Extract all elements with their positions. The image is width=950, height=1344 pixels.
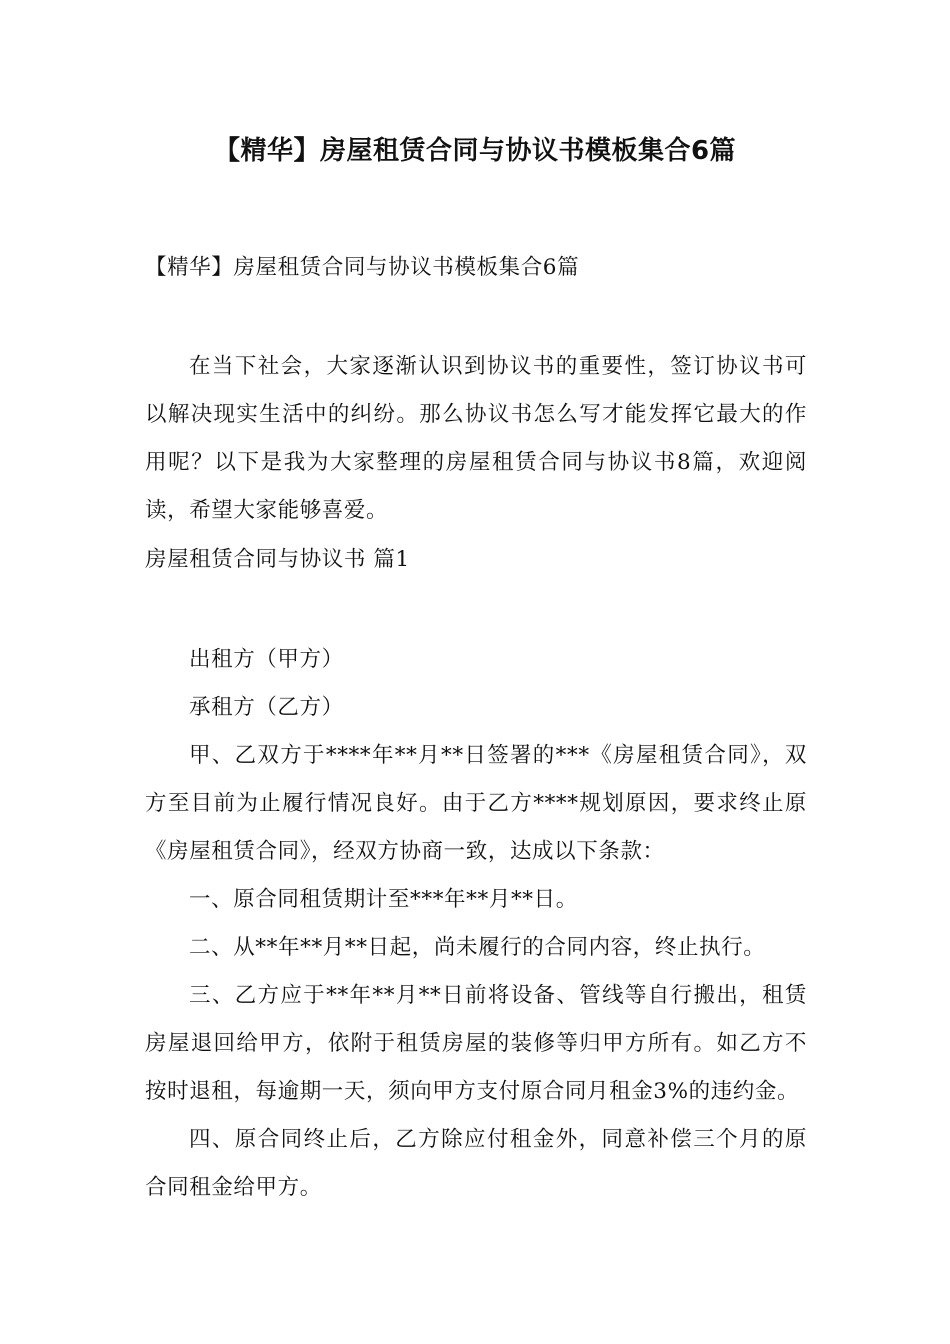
section-heading: 房屋租赁合同与协议书 篇1 [145,547,410,572]
lessor-line: 出租方（甲方） [189,647,344,672]
clause-4: 四、原合同终止后，乙方除应付租金外，同意补偿三个月的原合同租金给甲方。 [145,1127,807,1200]
lessee-line: 承租方（乙方） [189,695,344,720]
clause-3: 三、乙方应于**年**月**日前将设备、管线等自行搬出，租赁房屋退回给甲方，依附于租赁房屋的装修等归甲方所有。如乙方不按时退租，每逾期一天，须向甲方支付原合同月租金3%的违约金。 [145,983,807,1104]
document-title: 【精华】房屋租赁合同与协议书模板集合6篇 [213,136,737,166]
intro-paragraph: 在当下社会，大家逐渐认识到协议书的重要性，签订协议书可以解决现实生活中的纠纷。那么协议书怎么写才能发挥它最大的作用呢？以下是我为大家整理的房屋租赁合同与协议书8篇，欢迎阅读，希望大家能够喜爱。 [145,354,807,523]
clause-2: 二、从**年**月**日起，尚未履行的合同内容，终止执行。 [189,935,766,960]
preamble-paragraph: 甲、乙双方于****年**月**日签署的***《房屋租赁合同》，双方至目前为止履行情况良好。由于乙方****规划原因，要求终止原《房屋租赁合同》，经双方协商一致，达成以下条款： [145,743,807,864]
contract-clauses [145,636,807,1212]
clause-1: 一、原合同租赁期计至***年**月**日。 [189,887,578,912]
document-subtitle: 【精华】房屋租赁合同与协议书模板集合6篇 [145,255,580,280]
